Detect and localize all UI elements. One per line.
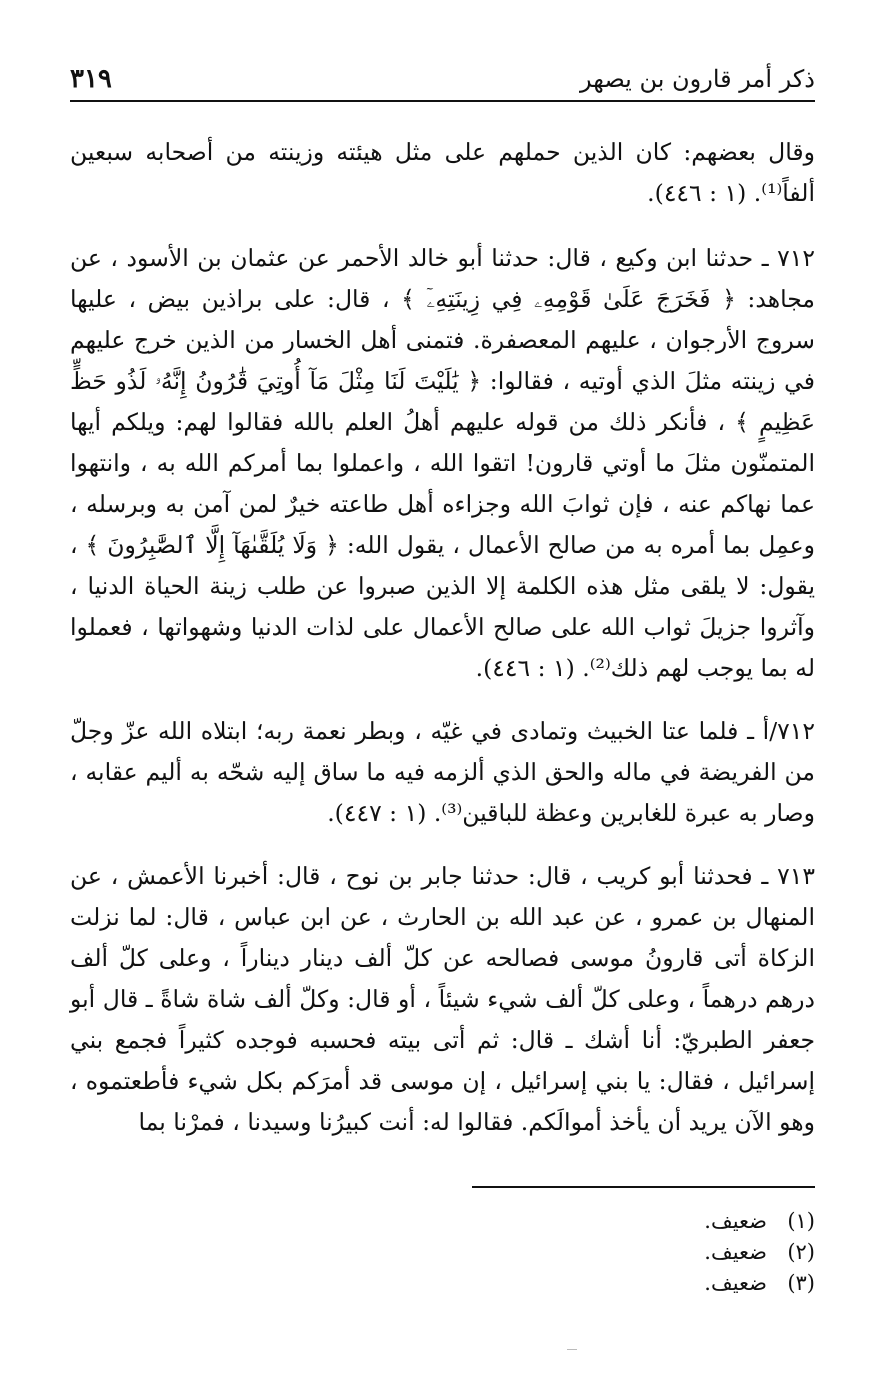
page-number: ٣١٩: [70, 64, 112, 94]
footnotes: [415, 1206, 815, 1299]
main-text: [70, 132, 815, 1143]
footnote-text: ضعيف.: [704, 1209, 767, 1233]
scan-mark: [567, 1349, 577, 1350]
paragraph-intro: وقال بعضهم: كان الذين حملهم على مثل هيئته وزينته من أصحابه سبعين ألفاً⁽¹⁾. (١ : ٤٤٦).: [70, 138, 815, 207]
footnote-number: (٢): [787, 1240, 815, 1264]
footnote-item: [415, 1268, 815, 1299]
footnote-item: [415, 1206, 815, 1237]
footnote-number: (٣): [787, 1271, 815, 1295]
paragraph-712a: ٧١٢/أ ـ فلما عتا الخبيث وتمادى في غيّه ، وبطر نعمة ربه؛ ابتلاه الله عزّ وجلّ من الفريضة في ماله والحق الذي ألزمه فيه ما ساق إليه شحّه به أليم عقابه ، وصار به عبرة للغابرين وعظة للباقين⁽³⁾. (١ : ٤٤٧).: [70, 717, 815, 827]
footnote-item: [415, 1237, 815, 1268]
footnote-text: ضعيف.: [704, 1240, 767, 1264]
paragraph-713: ٧١٣ ـ فحدثنا أبو كريب ، قال: حدثنا جابر بن نوح ، قال: أخبرنا الأعمش ، عن المنهال بن عمرو ، عن عبد الله بن الحارث ، عن ابن عباس ، قال: لما نزلت الزكاة أتى قارونُ موسى فصالحه عن كلّ ألف دينار ديناراً ، وعلى كلّ ألف درهم درهماً ، وعلى كلّ ألف شيء شيئاً ، أو قال: وكلّ ألف شاة شاةً ـ قال أبو جعفر الطبريّ: أنا أشك ـ قال: ثم أتى بيته فحسبه فوجده كثيراً فجمع بني إسرائيل ، فقال: يا بني إسرائيل ، إن موسى قد أمرَكم بكل شيء فأطعتموه ، وهو الآن يريد أن يأخذ أموالَكم. فقالوا له: أنت كبيرُنا وسيدنا ، فمرْنا بما: [70, 862, 815, 1136]
footnote-number: (١): [787, 1209, 815, 1233]
running-title: ذكر أمر قارون بن يصهر: [580, 65, 815, 93]
page-header: [70, 58, 815, 102]
footnote-separator: [472, 1186, 815, 1188]
footnote-text: ضعيف.: [704, 1271, 767, 1295]
paragraph-712: ٧١٢ ـ حدثنا ابن وكيع ، قال: حدثنا أبو خالد الأحمر عن عثمان بن الأسود ، عن مجاهد: ﴿ فَخَرَجَ عَلَىٰ قَوْمِهِۦ فِي زِينَتِهِۦٓ ﴾ ، قال: على براذين بيض ، عليها سروج الأرجوان ، عليهم المعصفرة. فتمنى أهل الخسار من الذين خرج عليهم في زينته مثلَ الذي أوتيه ، فقالوا: ﴿ يَٰلَيْتَ لَنَا مِثْلَ مَآ أُوتِيَ قَٰرُونُ إِنَّهُۥ لَذُو حَظٍّ عَظِيمٍ ﴾ ، فأنكر ذلك من قوله عليهم أهلُ العلم بالله فقالوا لهم: ويلكم أيها المتمنّون مثلَ ما أوتي قارون! اتقوا الله ، واعملوا بما أمركم الله به ، وانتهوا عما نهاكم عنه ، فإن ثوابَ الله وجزاءه أهل طاعته خيرٌ لمن آمن به وبرسله ، وعمِل بما أمره به من صالح الأعمال ، يقول الله: ﴿ وَلَا يُلَقَّىٰهَآ إِلَّا ٱلصَّٰبِرُونَ ﴾ ، يقول: لا يلقى مثل هذه الكلمة إلا الذين صبروا عن طلب زينة الحياة الدنيا ، وآثروا جزيلَ ثواب الله على صالح الأعمال على لذات الدنيا وشهواتها ، فعملوا له بما يوجب لهم ذلك⁽²⁾. (١ : ٤٤٦).: [70, 244, 815, 682]
